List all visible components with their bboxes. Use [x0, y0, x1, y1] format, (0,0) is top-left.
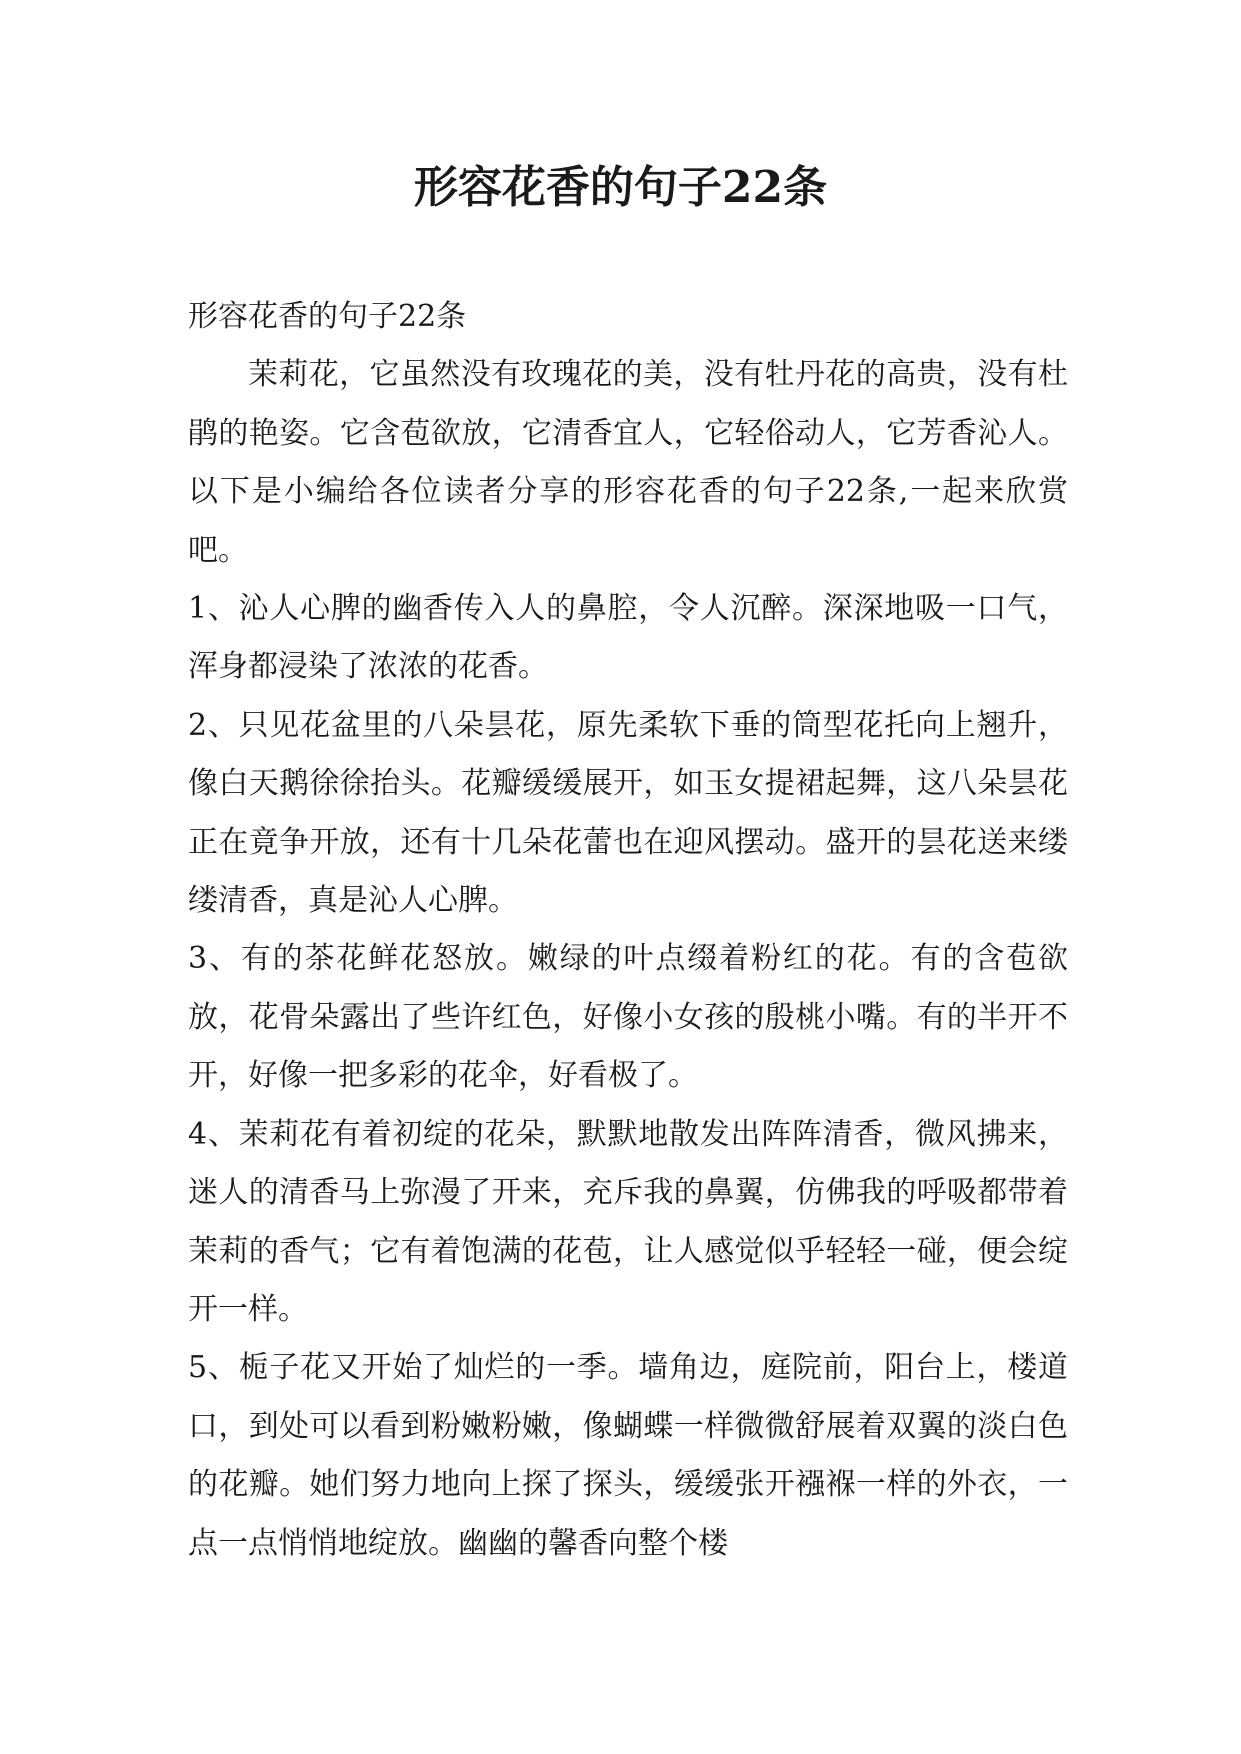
document-title: 形容花香的句子22条 — [413, 162, 828, 213]
list-item: 2、只见花盆里的八朵昙花，原先柔软下垂的筒型花托向上翘升，像白天鹅徐徐抬头。花瓣缓缓展开，如玉女提裙起舞，这八朵昙花正在竟争开放，还有十几朵花蕾也在迎风摆动。盛开的昙花送来缕缕清香，真是沁人心脾。 — [188, 707, 1068, 919]
list-item: 1、沁人心脾的幽香传入人的鼻腔，令人沉醉。深深地吸一口气，浑身都浸染了浓浓的花香。 — [188, 591, 1068, 685]
list-item: 3、有的茶花鲜花怒放。嫩绿的叶点缀着粉红的花。有的含苞欲放，花骨朵露出了些许红色，好像小女孩的殷桃小嘴。有的半开不开，好像一把多彩的花伞，好看极了。 — [188, 941, 1068, 1094]
list-item: 5、栀子花又开始了灿烂的一季。墙角边，庭院前，阳台上，楼道口，到处可以看到粉嫩粉嫩，像蝴蝶一样微微舒展着双翼的淡白色的花瓣。她们努力地向上探了探头，缓缓张开襁褓一样的外衣，一点一点悄悄地绽放。幽幽的馨香向整个楼 — [188, 1350, 1068, 1561]
intro-paragraph: 茉莉花，它虽然没有玫瑰花的美，没有牡丹花的高贵，没有杜鹃的艳姿。它含苞欲放，它清香宜人，它轻俗动人，它芳香沁人。以下是小编给各位读者分享的形容花香的句子22条,一起来欣赏吧。 — [188, 357, 1068, 568]
document-subtitle: 形容花香的句子22条 — [188, 299, 467, 334]
document-body — [188, 288, 1068, 1573]
list-item: 4、茉莉花有着初绽的花朵，默默地散发出阵阵清香，微风拂来，迷人的清香马上弥漫了开来，充斥我的鼻翼，仿佛我的呼吸都带着茉莉的香气；它有着饱满的花苞，让人感觉似乎轻轻一碰，便会绽开一样。 — [188, 1116, 1068, 1327]
